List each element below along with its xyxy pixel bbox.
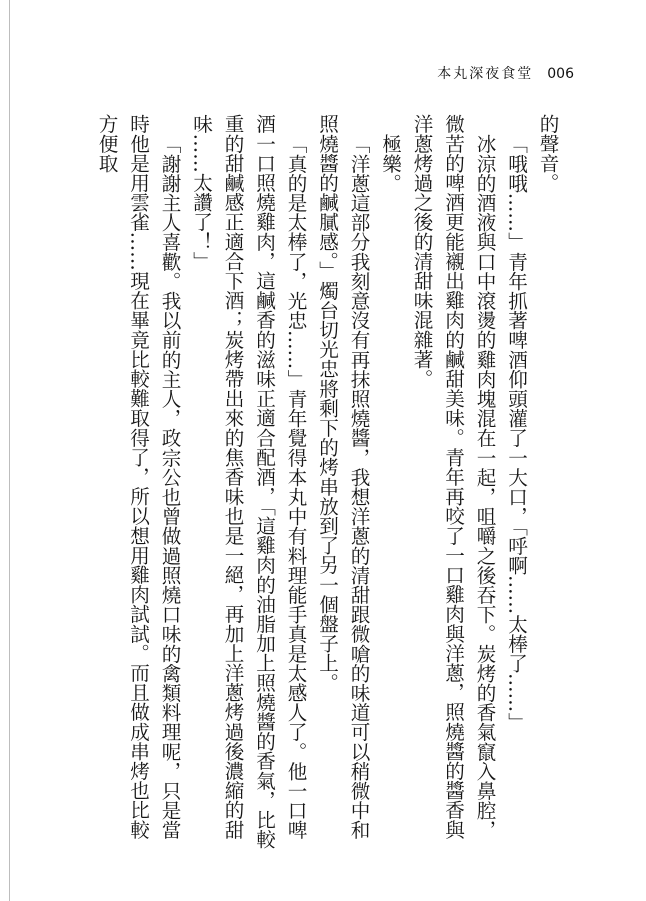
body-text [58,114,563,856]
page-number: 006 [547,66,574,82]
book-title: 本丸深夜食堂 [437,66,534,82]
paragraph: 「真的是太棒了，光忠……」青年覺得本丸中有料理能手真是太感人了。他一口啤酒一口照燒雞肉，這鹹香的滋味正適合配酒，「這雞肉的油脂加上照燒醬的香氣，比較重的甜鹹感正適合下酒；炭烤帶出來的焦香味也是一絕，再加上洋蔥烤過後濃縮的甜味……太讚了！」 [189,114,307,849]
paragraph: 極樂。 [378,133,402,193]
page-edge-line [9,0,10,901]
paragraph: 「洋蔥這部分我刻意沒有再抹照燒醬，我想洋蔥的清甜跟微嗆的味道可以稍微中和照燒醬的鹹膩感。」燭台切光忠將剩下的烤串放到了另一個盤子上。 [315,114,370,840]
running-head [437,63,574,83]
paragraph: 「謝謝主人喜歡。我以前的主人，政宗公也曾做過照燒口味的禽類料理呢，只是當時他是用雲雀……現在畢竟比較難取得了，所以想用雞肉試試。而且做成串烤也比較方便取 [95,114,181,840]
paragraph: 「哦哦……」青年抓著啤酒仰頭灌了一大口，「呼啊……太棒了……」 [504,133,528,732]
paragraph: 的聲音。 [536,114,559,193]
paragraph: 冰涼的酒液與口中滾燙的雞肉塊混在一起，咀嚼之後吞下。炭烤的香氣竄入鼻腔，微苦的啤酒更能襯出雞肉的鹹甜美味。青年再咬了一口雞肉與洋蔥，照燒醬的醬香與洋蔥烤過之後的清甜味混雜著。 [410,114,496,840]
